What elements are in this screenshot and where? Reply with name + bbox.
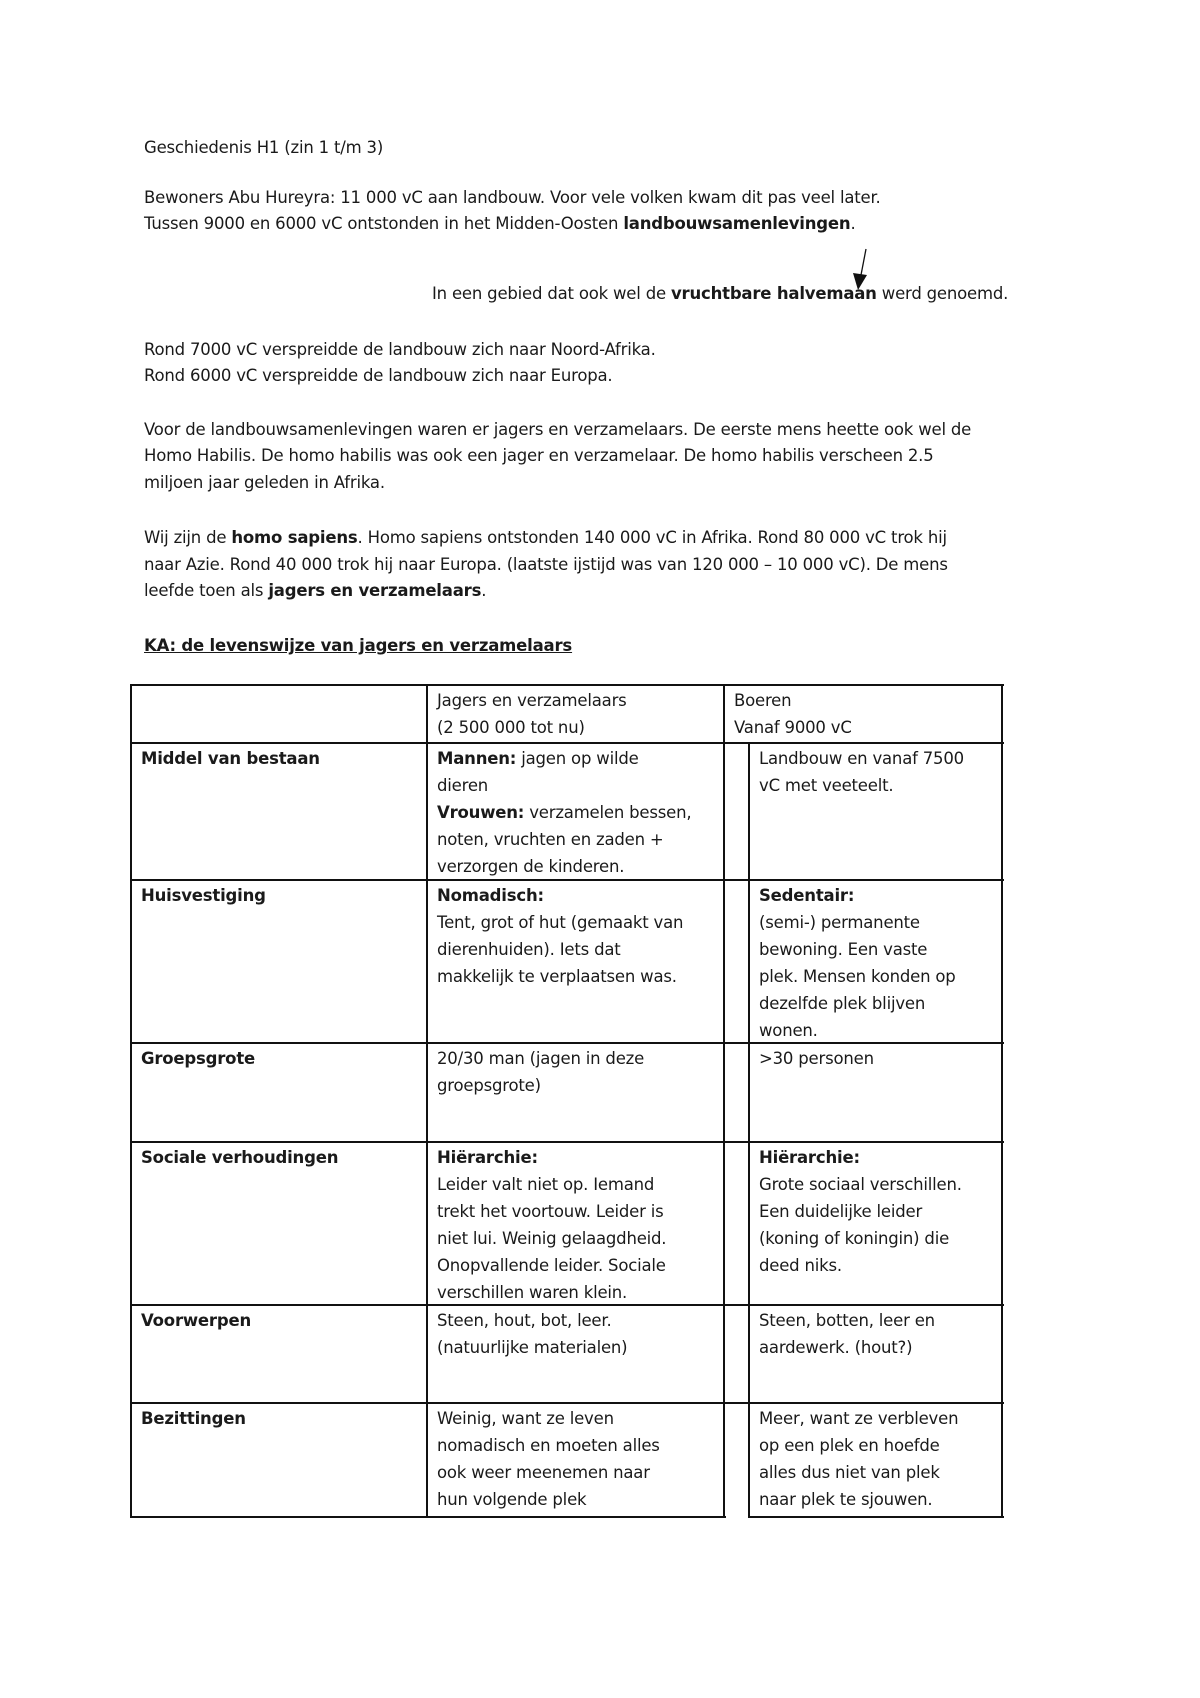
cell-line [437,1405,714,1432]
cell-jagers [427,1305,724,1363]
row-label [131,743,427,774]
cell-text: Steen, hout, bot, leer. [437,1311,612,1330]
cell-text: bewoning. Een vaste [759,940,928,959]
cell-text: verzorgen de kinderen. [437,857,625,876]
paragraph-line [144,581,486,600]
cell-line [437,772,714,799]
cell-line [437,1252,714,1279]
cell-line [437,1144,714,1171]
cell-text: Boeren [734,691,792,710]
cell-text: Een duidelijke leider [759,1202,923,1221]
cell-bold-label: Groepsgrote [141,1049,256,1068]
cell-line [437,1198,714,1225]
cell-line [759,772,992,799]
cell-line [759,1225,992,1252]
cell-bold-label: Vrouwen: [437,803,525,822]
cell-line [759,1045,992,1072]
text-run: . [850,214,856,233]
cell-text: Meer, want ze verbleven [759,1409,959,1428]
cell-text: Jagers en verzamelaars [437,691,627,710]
table-border [748,742,750,1518]
cell-line [437,826,714,853]
cell-text: verzamelen bessen, [524,803,692,822]
cell-line [437,1486,714,1513]
cell-line [734,714,992,741]
cell-text: dezelfde plek blijven [759,994,926,1013]
cell-text: Steen, botten, leer en [759,1311,935,1330]
cell-bold-label: Huisvestiging [141,886,266,905]
cell-text: 20/30 man (jagen in deze [437,1049,645,1068]
bold-term: landbouwsamenlevingen [623,214,851,233]
text-run: leefde toen als [144,581,269,600]
cell-text: nomadisch en moeten alles [437,1436,660,1455]
cell-bold-label: Hiërarchie: [437,1148,538,1167]
cell-bold-label: Nomadisch: [437,886,544,905]
cell-jagers [427,880,724,992]
cell-text: groepsgrote) [437,1076,541,1095]
cell-boeren [749,880,1002,1046]
paragraph-line: Rond 7000 vC verspreidde de landbouw zich naar Noord-Afrika. [144,340,656,359]
cell-text: deed niks. [759,1256,842,1275]
cell-line [759,1171,992,1198]
cell-line [759,1252,992,1279]
cell-line [759,1017,992,1044]
text-run: Wij zijn de [144,528,232,547]
paragraph-line: naar Azie. Rond 40 000 trok hij naar Europa. (laatste ijstijd was van 120 000 – 10 000 vC). De mens [144,555,948,574]
cell-text: verschillen waren klein. [437,1283,628,1302]
cell-text: Grote sociaal verschillen. [759,1175,962,1194]
row-label [131,1142,427,1173]
paragraph-line [432,284,1008,303]
cell-text: vC met veeteelt. [759,776,894,795]
cell-line [437,1072,714,1099]
table-border [131,1516,726,1518]
cell-text: noten, vruchten en zaden + [437,830,664,849]
cell-boeren [749,1142,1002,1281]
cell-line [437,1334,714,1361]
cell-text: op een plek en hoefde [759,1436,940,1455]
bold-term: vruchtbare halvemaan [670,284,877,303]
cell-line [759,1432,992,1459]
cell-text: alles dus niet van plek [759,1463,940,1482]
cell-line [437,1279,714,1306]
header-jagers [427,685,724,743]
cell-line [759,882,992,909]
cell-text: dierenhuiden). Iets dat [437,940,621,959]
document-title: Geschiedenis H1 (zin 1 t/m 3) [144,138,384,157]
cell-bold-label: Mannen: [437,749,517,768]
cell-bold-label: Bezittingen [141,1409,246,1428]
text-run: In een gebied dat ook wel de [432,284,671,303]
cell-line [759,1198,992,1225]
cell-text: plek. Mensen konden op [759,967,956,986]
cell-line [437,1307,714,1334]
table-border [749,1516,1004,1518]
cell-line [759,1486,992,1513]
cell-boeren [749,1043,1002,1074]
cell-line [437,1171,714,1198]
cell-line [437,1225,714,1252]
paragraph-line: Rond 6000 vC verspreidde de landbouw zich naar Europa. [144,366,613,385]
row-label [131,1403,427,1434]
cell-jagers [427,1403,724,1515]
cell-line [437,882,714,909]
bold-term: homo sapiens [231,528,358,547]
paragraph-line: miljoen jaar geleden in Afrika. [144,473,385,492]
cell-text: Weinig, want ze leven [437,1409,614,1428]
cell-line [437,714,714,741]
cell-text: ook weer meenemen naar [437,1463,650,1482]
cell-line [759,745,992,772]
cell-text: (koning of koningin) die [759,1229,950,1248]
cell-boeren [749,743,1002,801]
cell-line [437,799,714,826]
text-run: Tussen 9000 en 6000 vC ontstonden in het Midden-Oosten [144,214,624,233]
cell-boeren [749,1403,1002,1515]
cell-line [759,1144,992,1171]
cell-bold-label: Voorwerpen [141,1311,251,1330]
cell-line [437,1459,714,1486]
cell-text: makkelijk te verplaatsen was. [437,967,677,986]
cell-jagers [427,1043,724,1101]
cell-text: trekt het voortouw. Leider is [437,1202,664,1221]
cell-text: Landbouw en vanaf 7500 [759,749,964,768]
cell-bold-label: Middel van bestaan [141,749,320,768]
row-label [131,880,427,911]
cell-text: Vanaf 9000 vC [734,718,852,737]
cell-jagers [427,1142,724,1308]
cell-text: jagen op wilde [516,749,639,768]
cell-line [759,1405,992,1432]
cell-text: >30 personen [759,1049,874,1068]
bold-term: jagers en verzamelaars [268,581,482,600]
cell-line [141,745,417,772]
cell-line [437,963,714,990]
cell-text: niet lui. Weinig gelaagdheid. [437,1229,667,1248]
cell-line [759,909,992,936]
cell-text: Tent, grot of hut (gemaakt van [437,913,684,932]
paragraph-line: Voor de landbouwsamenlevingen waren er jagers en verzamelaars. De eerste mens heette ook wel de [144,420,972,439]
cell-text: (natuurlijke materialen) [437,1338,628,1357]
cell-text: (semi-) permanente [759,913,920,932]
cell-line [141,1307,417,1334]
cell-line [759,1459,992,1486]
cell-text: hun volgende plek [437,1490,587,1509]
cell-line [437,936,714,963]
table-border [1001,684,1003,1518]
cell-text: aardewerk. (hout?) [759,1338,913,1357]
cell-boeren [749,1305,1002,1363]
cell-line [141,1405,417,1432]
text-run: . [481,581,487,600]
cell-line [759,936,992,963]
cell-bold-label: Hiërarchie: [759,1148,860,1167]
paragraph-line: Homo Habilis. De homo habilis was ook een jager en verzamelaar. De homo habilis verscheen 2.5 [144,446,934,465]
cell-text: Leider valt niet op. Iemand [437,1175,655,1194]
row-label [131,1305,427,1336]
cell-line [759,990,992,1017]
cell-text: Onopvallende leider. Sociale [437,1256,666,1275]
cell-text: dieren [437,776,489,795]
cell-text: wonen. [759,1021,818,1040]
cell-line [437,1045,714,1072]
cell-line [141,1144,417,1171]
cell-line [437,745,714,772]
cell-line [734,687,992,714]
cell-jagers [427,743,724,882]
cell-line [141,882,417,909]
section-heading: KA: de levenswijze van jagers en verzamelaars [144,636,573,655]
cell-line [437,1432,714,1459]
cell-bold-label: Sociale verhoudingen [141,1148,339,1167]
paragraph-line: Bewoners Abu Hureyra: 11 000 vC aan landbouw. Voor vele volken kwam dit pas veel later. [144,188,881,207]
text-run: werd genoemd. [876,284,1009,303]
arrow-icon [0,0,1200,320]
cell-line [141,1045,417,1072]
cell-line [437,909,714,936]
cell-line [759,1334,992,1361]
cell-line [437,853,714,880]
header-boeren [724,685,1002,743]
cell-text: (2 500 000 tot nu) [437,718,585,737]
paragraph-line [144,528,947,547]
row-label [131,1043,427,1074]
cell-bold-label: Sedentair: [759,886,855,905]
table-border [130,684,132,1518]
cell-line [437,687,714,714]
cell-text: naar plek te sjouwen. [759,1490,933,1509]
cell-line [759,963,992,990]
text-run: . Homo sapiens ontstonden 140 000 vC in Afrika. Rond 80 000 vC trok hij [357,528,947,547]
cell-line [759,1307,992,1334]
